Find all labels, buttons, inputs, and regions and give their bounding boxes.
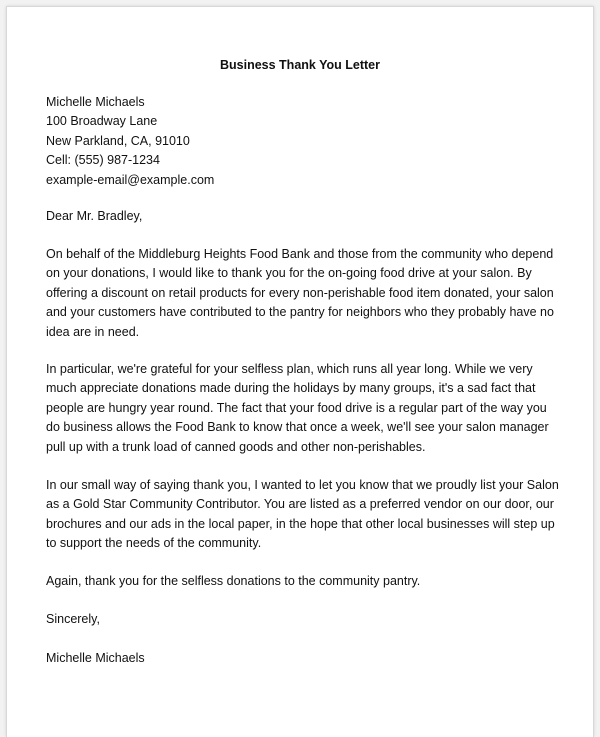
paragraph-2 (46, 360, 556, 457)
paragraph-line: Again, thank you for the selfless donations to the community pantry. (46, 574, 421, 588)
paragraph-line: and your customers have contributed to the pantry for neighbors who they probably have no (46, 305, 554, 320)
paragraph-line: as a Gold Star Community Contributor. You are listed as a preferred vendor on our door, our (46, 497, 554, 512)
paragraph-line: to support the needs of the community. (46, 536, 262, 551)
paragraph-line: offering a discount on retail products for every non-perishable food item donated, your salon (46, 285, 554, 300)
paragraph-line: pull up with a trunk load of canned goods and other non-perishables. (46, 439, 426, 454)
signature (46, 649, 556, 668)
paragraph-1 (46, 245, 556, 342)
sender-name: Michelle Michaels (46, 95, 145, 109)
sender-city: New Parkland, CA, 91010 (46, 133, 190, 148)
paragraph-line: In our small way of saying thank you, I wanted to let you know that we proudly list your Salon (46, 478, 559, 492)
closing-text: Sincerely, (46, 612, 100, 626)
salutation (46, 207, 556, 226)
paragraph-line: people are hungry year round. The fact that your food drive is a regular part of the way you (46, 400, 547, 415)
sender-street: 100 Broadway Lane (46, 114, 158, 129)
paragraph-line: On behalf of the Middleburg Heights Food Bank and those from the community who depend (46, 247, 554, 261)
paragraph-3 (46, 476, 559, 554)
paragraph-line: brochures and our ads in the local paper, in the hope that other local businesses will step up (46, 516, 555, 531)
paragraph-4 (46, 572, 556, 591)
paragraph-line: on your donations, I would like to thank you for the on-going food drive at your salon. By (46, 266, 532, 281)
salutation-text: Dear Mr. Bradley, (46, 209, 143, 223)
sender-email: example-email@example.com (46, 172, 215, 187)
closing (46, 610, 556, 629)
letter-page (6, 6, 594, 737)
sender-address-block (46, 93, 556, 190)
sender-cell: Cell: (555) 987-1234 (46, 153, 160, 168)
letter-title: Business Thank You Letter (220, 58, 380, 72)
signature-name: Michelle Michaels (46, 651, 145, 665)
paragraph-line: idea are in need. (46, 324, 140, 339)
paragraph-line: much appreciate donations made during the holidays by many groups, it's a sad fact that (46, 381, 536, 396)
paragraph-line: In particular, we're grateful for your selfless plan, which runs all year long. While we very (46, 362, 533, 376)
paragraph-line: do business allows the Food Bank to know that once a week, we'll see your salon manager (46, 420, 549, 435)
